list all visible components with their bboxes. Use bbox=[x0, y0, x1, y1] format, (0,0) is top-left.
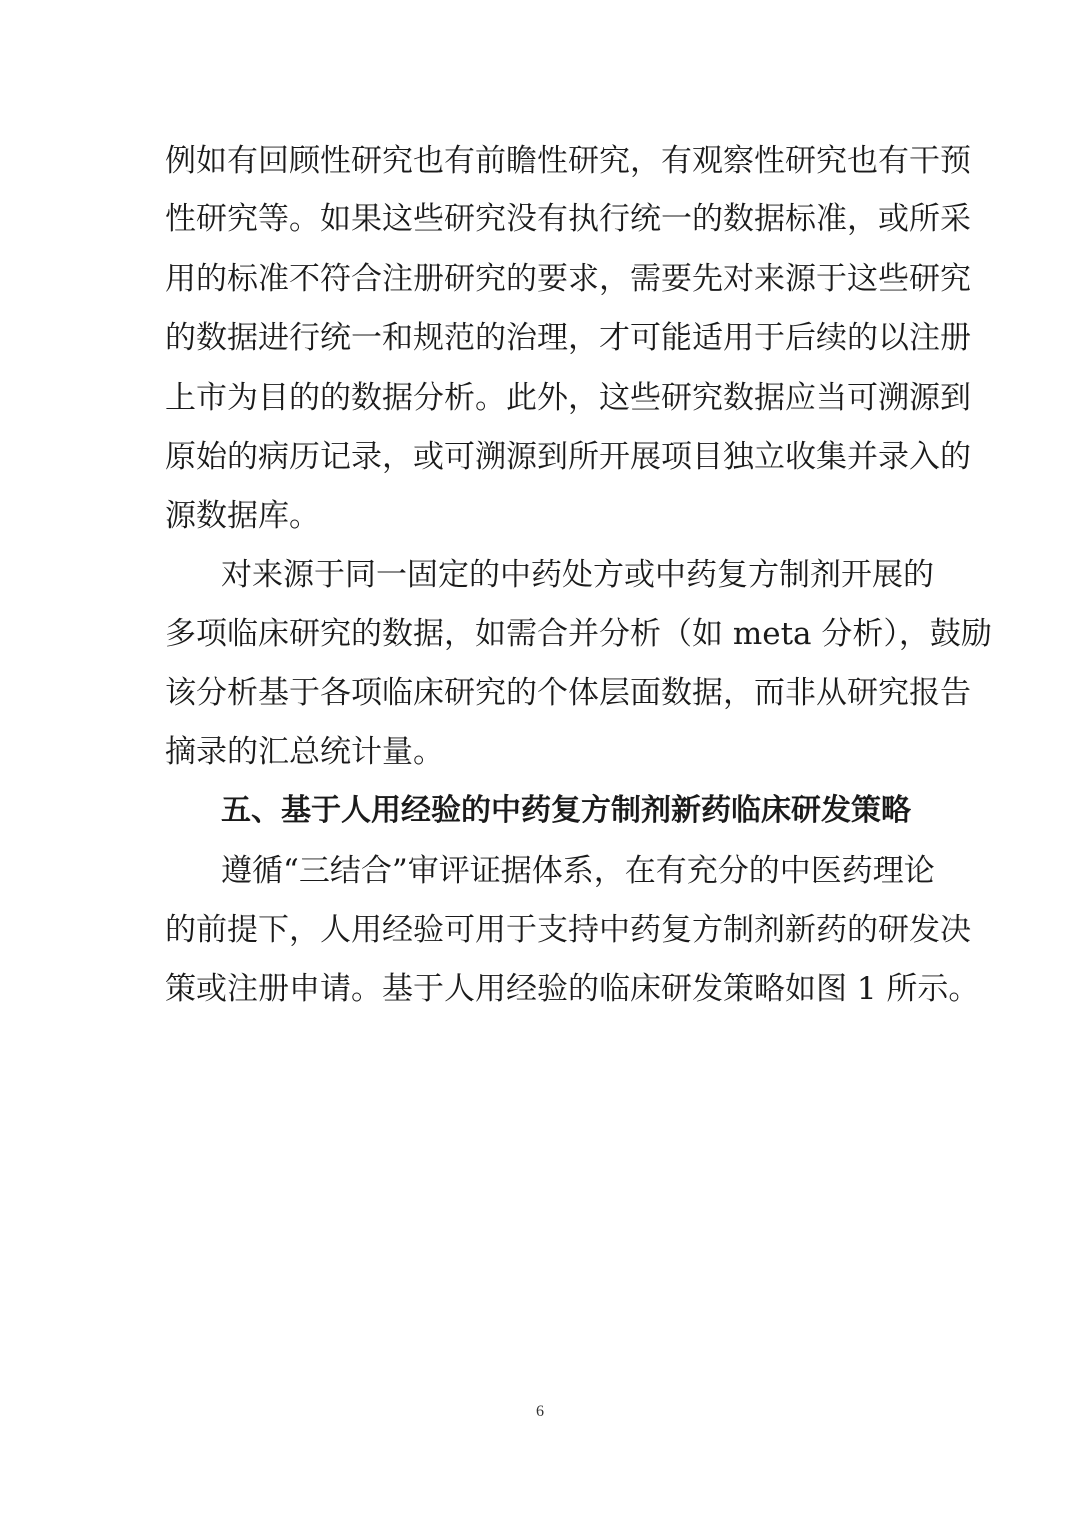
paragraph-1-line-2: 性研究等。如果这些研究没有执行统一的数据标准，或所采 bbox=[165, 201, 971, 237]
paragraph-3-line-1: 遵循“三结合”审评证据体系，在有充分的中医药理论 bbox=[221, 853, 935, 889]
paragraph-1-line-1: 例如有回顾性研究也有前瞻性研究，有观察性研究也有干预 bbox=[165, 143, 971, 179]
page-number: 6 bbox=[536, 1403, 544, 1420]
paragraph-2-line-2: 多项临床研究的数据，如需合并分析（如 meta 分析），鼓励 bbox=[165, 616, 992, 652]
paragraph-1-line-4: 的数据进行统一和规范的治理，才可能适用于后续的以注册 bbox=[165, 320, 971, 356]
paragraph-2-line-1: 对来源于同一固定的中药处方或中药复方制剂开展的 bbox=[221, 557, 934, 593]
paragraph-1-line-6: 原始的病历记录，或可溯源到所开展项目独立收集并录入的 bbox=[165, 439, 971, 475]
paragraph-3-line-3: 策或注册申请。基于人用经验的临床研发策略如图 1 所示。 bbox=[165, 971, 980, 1007]
paragraph-1-line-5: 上市为目的的数据分析。此外，这些研究数据应当可溯源到 bbox=[165, 380, 971, 416]
paragraph-2-line-3: 该分析基于各项临床研究的个体层面数据，而非从研究报告 bbox=[165, 675, 971, 711]
paragraph-1-line-7: 源数据库。 bbox=[165, 498, 320, 534]
paragraph-1-line-3: 用的标准不符合注册研究的要求，需要先对来源于这些研究 bbox=[165, 261, 971, 297]
paragraph-2-line-4: 摘录的汇总统计量。 bbox=[165, 734, 444, 770]
section-heading: 五、基于人用经验的中药复方制剂新药临床研发策略 bbox=[221, 793, 911, 828]
paragraph-3-line-2: 的前提下，人用经验可用于支持中药复方制剂新药的研发决 bbox=[165, 912, 971, 948]
